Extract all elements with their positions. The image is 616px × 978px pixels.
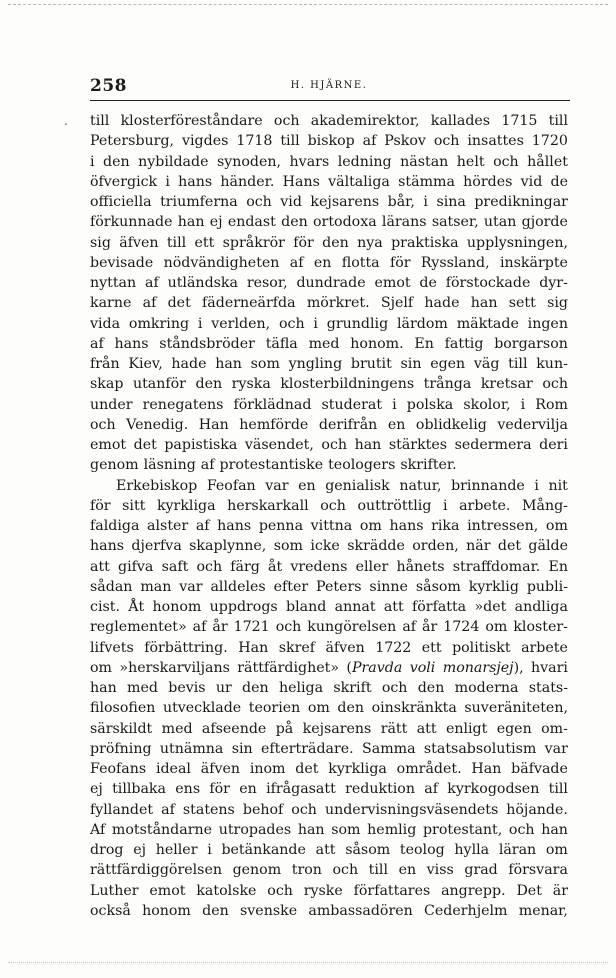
bottom-scan-edge	[8, 962, 608, 964]
text-line: i den nybildade synoden, hvars ledning nästan helt och hållet	[90, 153, 568, 170]
text-line: under renegatens förklädnad studerat i polska skolor, i Rom	[90, 396, 568, 413]
text-line: karne af det fäderneärfda mörkret. Sjelf hade han sett sig	[90, 295, 568, 312]
text-line: Petersburg, vigdes 1718 till biskop af Pskov och insattes 1720	[90, 133, 568, 150]
text-line: han med bevis ur den heliga skrift och den moderna stats-	[90, 680, 568, 696]
text-line: emot det papistiska väsendet, och han stärktes sedermera deri	[90, 437, 568, 453]
text-line: vida omkring i verlden, och i grundlig lärdom mäktade ingen	[90, 315, 568, 332]
text-line: sig äfven till ett språkrör för den nya praktiska upplysningen,	[90, 234, 568, 251]
text-line: Af motståndarne utropades han som hemlig protestant, och han	[90, 821, 568, 838]
text-line: om »herskarviljans rättfärdighet» (Pravda voli monarsjej), hvari	[90, 659, 568, 676]
text-line: förkunnade han ej endast den ortodoxa lärans satser, utan gjorde	[90, 214, 568, 231]
text-line: reglementet» af år 1721 och kungörelsen af år 1724 om kloster-	[90, 619, 568, 636]
margin-mark: .	[64, 114, 68, 128]
text-line: Feofans ideal äfven inom det kyrkliga området. Han bäfvade	[90, 761, 568, 777]
text-line: för sitt kyrkliga herskarkall och outtröttlig i arbete. Mång-	[90, 497, 568, 514]
text-line: skap utanför den ryska klosterbildningens trånga kretsar och	[90, 376, 568, 393]
text-line: pröfning utnämna sin efterträdare. Samma statsabsolutism var	[90, 740, 568, 757]
text-line: fyllandet af statens behof och undervisningsväsendets höjande.	[90, 801, 568, 818]
text-line: sådan man var alldeles efter Peters sinne såsom kyrklig publi-	[90, 578, 568, 595]
text-line: nyttan af utländska resor, dundrade emot de förstockade dyr-	[90, 275, 568, 291]
text-line: Erkebiskop Feofan var en genialisk natur, brinnande i nit	[116, 477, 568, 494]
body-text	[90, 111, 568, 921]
text-line: drog ej heller i betänkande att såsom teolog hylla läran om	[90, 842, 568, 858]
text-line: faldiga alster af hans penna vittna om hans rika intressen, om	[90, 518, 568, 534]
text-line: cist. Åt honom uppdrogs bland annat att författa »det andliga	[90, 599, 568, 615]
text-line: Luther emot katolske och ryske författares angrepp. Det är	[90, 882, 568, 899]
text-line: officiella triumferna och vid kejsarens bår, i sina predikningar	[90, 194, 568, 210]
text-line: genom läsning af protestantiske teologers skrifter.	[90, 457, 457, 474]
text-line: att gifva saft och färg åt vredens eller hånets straffdomar. En	[90, 558, 568, 575]
running-head: H. HJÄRNE.	[290, 80, 368, 91]
page-header	[90, 76, 568, 96]
page-number: 258	[90, 76, 127, 96]
text-line: rättfärdiggörelsen genom tron och till en viss grad försvara	[90, 862, 568, 879]
text-line: af hans ståndsbröder täfla med honom. En fattig borgarson	[90, 335, 568, 352]
text-line: och Venedig. Han hemförde derifrån en oblidkelig vedervilja	[90, 416, 568, 433]
text-line: hans djerfva skaplynne, som icke skrädde orden, när det gälde	[90, 538, 568, 555]
text-line: också honom den svenske ambassadören Cederhjelm menar,	[90, 902, 568, 919]
text-line: särskildt med afseende på kejsarens rätt att enligt egen om-	[90, 720, 568, 737]
text-line: från Kiev, hade han som yngling brutit sin egen väg till kun-	[90, 356, 568, 372]
text-line: till klosterföreståndare och akademirektor, kallades 1715 till	[90, 113, 568, 129]
top-scan-edge	[8, 4, 608, 6]
text-line: öfvergick i hans händer. Hans vältaliga stämma hördes vid de	[90, 173, 568, 190]
text-line: filosofien utvecklade teorien om den oinskränkta suveräniteten,	[90, 700, 568, 717]
text-line: bevisade nödvändigheten af en flotta för Ryssland, inskärpte	[90, 254, 568, 271]
header-rule	[90, 100, 570, 101]
text-line: ej tillbaka ens för en ifrågasatt reduktion af kyrkogodsen till	[90, 781, 568, 798]
text-line: lifvets förbättring. Han skref äfven 1722 ett politiskt arbete	[90, 639, 568, 656]
